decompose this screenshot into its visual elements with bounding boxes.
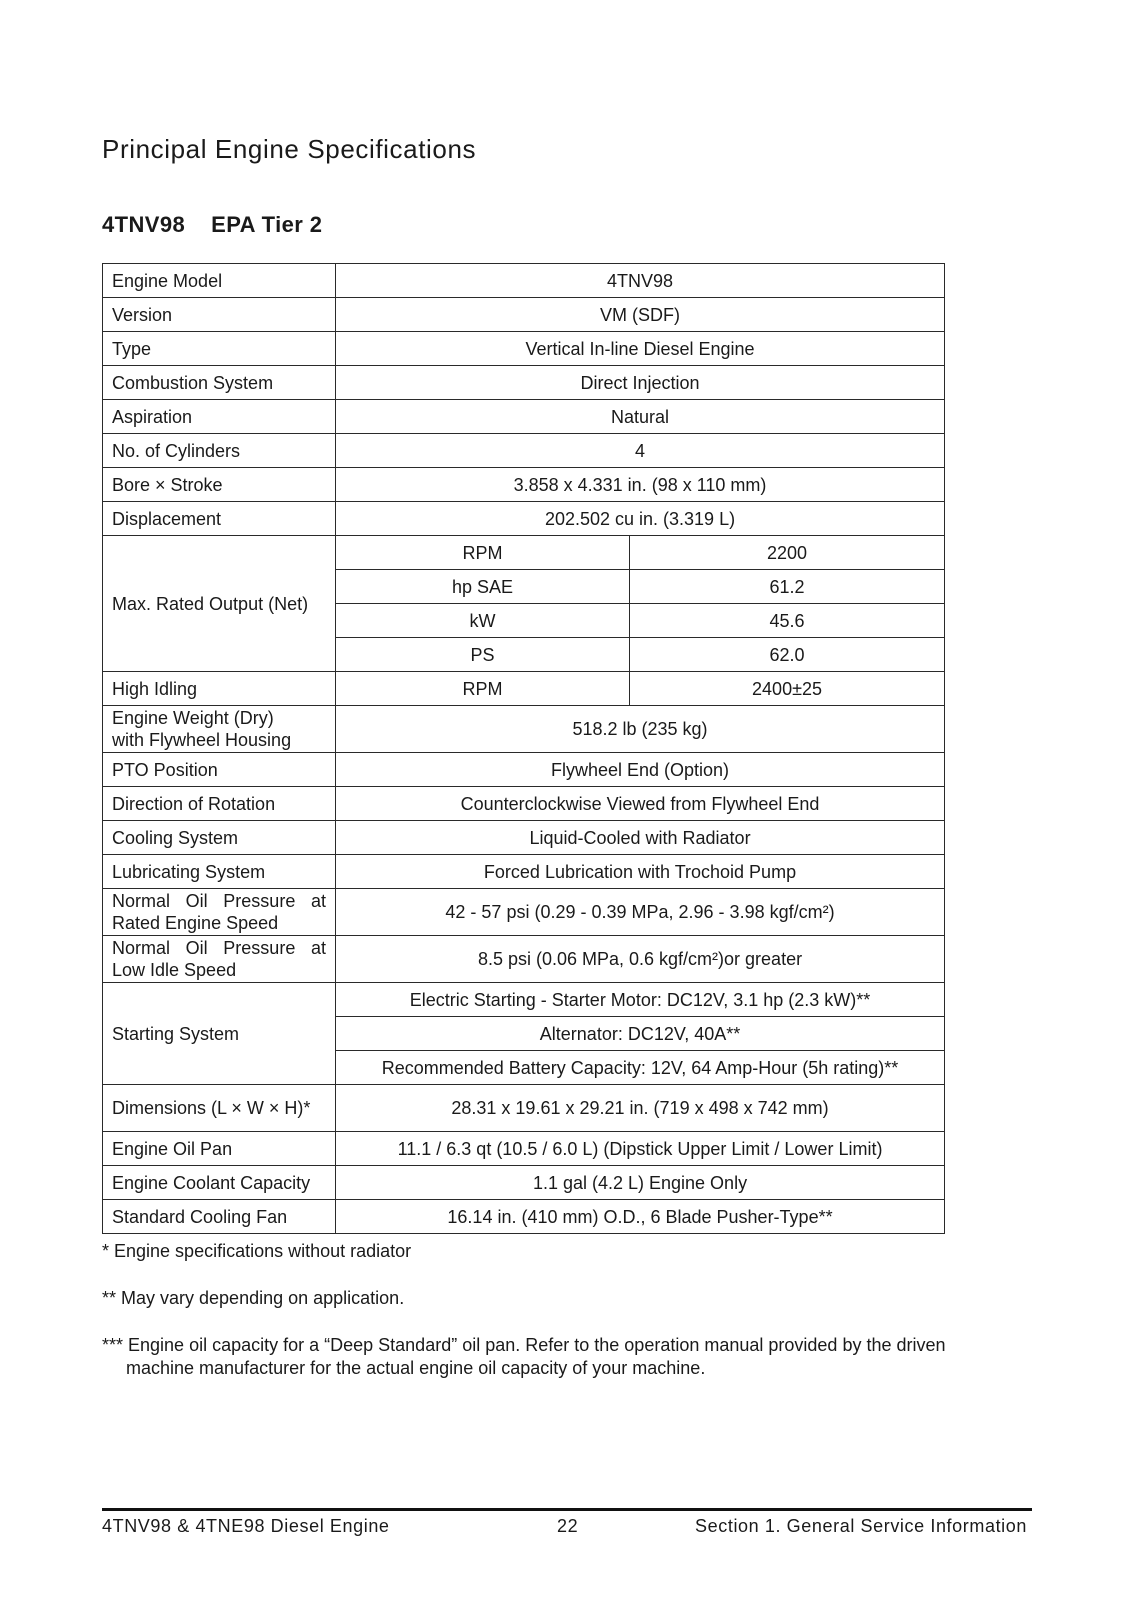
table-row: [103, 332, 945, 366]
spec-value: 1.1 gal (4.2 L) Engine Only: [336, 1166, 945, 1200]
output-value: 2400±25: [630, 672, 945, 706]
output-value: 62.0: [630, 638, 945, 672]
spec-label-line: Normal Oil Pressure at: [112, 891, 326, 911]
table-row: [103, 502, 945, 536]
spec-value: VM (SDF): [336, 298, 945, 332]
spec-label: Starting System: [103, 983, 336, 1085]
table-row: [103, 855, 945, 889]
footer-section-title: Section 1. General Service Information: [695, 1516, 1027, 1536]
footnote: ** May vary depending on application.: [102, 1288, 405, 1308]
spec-label: Version: [103, 298, 336, 332]
spec-value: Electric Starting - Starter Motor: DC12V, 3.1 hp (2.3 kW)**: [336, 983, 945, 1017]
spec-label: Lubricating System: [103, 855, 336, 889]
spec-value: Counterclockwise Viewed from Flywheel End: [336, 787, 945, 821]
page-title: Principal Engine Specifications: [102, 134, 477, 164]
footnotes: [102, 1240, 1002, 1404]
spec-table: [102, 263, 945, 1234]
spec-label: No. of Cylinders: [103, 434, 336, 468]
spec-value: 3.858 x 4.331 in. (98 x 110 mm): [336, 468, 945, 502]
spec-value: 202.502 cu in. (3.319 L): [336, 502, 945, 536]
spec-label: Standard Cooling Fan: [103, 1200, 336, 1234]
table-row: [103, 787, 945, 821]
spec-value: 8.5 psi (0.06 MPa, 0.6 kgf/cm²)or greater: [336, 936, 945, 983]
spec-label: High Idling: [103, 672, 336, 706]
spec-label-line: Low Idle Speed: [112, 960, 237, 980]
spec-value: 16.14 in. (410 mm) O.D., 6 Blade Pusher-Type**: [336, 1200, 945, 1234]
table-row: [103, 936, 945, 983]
table-row: [103, 1085, 945, 1132]
table-row: [103, 983, 945, 1017]
spec-label: Aspiration: [103, 400, 336, 434]
spec-label-line: Rated Engine Speed: [112, 913, 279, 933]
spec-label: Max. Rated Output (Net): [103, 536, 336, 672]
output-value: 61.2: [630, 570, 945, 604]
page-number: 22: [557, 1516, 579, 1536]
spec-label: Engine Oil Pan: [103, 1132, 336, 1166]
output-unit: PS: [336, 638, 630, 672]
footer-document-title: 4TNV98 & 4TNE98 Diesel Engine: [102, 1516, 390, 1536]
table-row: [103, 821, 945, 855]
table-row: [103, 468, 945, 502]
footnote: *** Engine oil capacity for a “Deep Standard” oil pan. Refer to the operation manual provided by the driven machine manufacturer for the actual engine oil capacity of your machine.: [102, 1335, 946, 1378]
spec-value: Forced Lubrication with Trochoid Pump: [336, 855, 945, 889]
spec-label: Combustion System: [103, 366, 336, 400]
spec-value-line: 28.31 x 19.61 x 29.21 in.: [451, 1098, 649, 1118]
output-value: 2200: [630, 536, 945, 570]
table-row: [103, 536, 945, 570]
output-unit: RPM: [336, 536, 630, 570]
spec-value: Natural: [336, 400, 945, 434]
spec-label: [103, 936, 336, 983]
spec-value: 11.1 / 6.3 qt (10.5 / 6.0 L) (Dipstick Upper Limit / Lower Limit): [336, 1132, 945, 1166]
table-row: [103, 366, 945, 400]
spec-value: [336, 1085, 945, 1132]
spec-label: Bore × Stroke: [103, 468, 336, 502]
table-row: [103, 434, 945, 468]
table-row: [103, 1132, 945, 1166]
spec-value: Alternator: DC12V, 40A**: [336, 1017, 945, 1051]
spec-value: 4TNV98: [336, 264, 945, 298]
model-subtitle: 4TNV98 EPA Tier 2: [102, 212, 323, 237]
spec-label: Dimensions (L × W × H)*: [103, 1085, 336, 1132]
spec-label: Engine Model: [103, 264, 336, 298]
table-row: [103, 753, 945, 787]
spec-value: Vertical In-line Diesel Engine: [336, 332, 945, 366]
table-row: [103, 1166, 945, 1200]
spec-value: Recommended Battery Capacity: 12V, 64 Amp-Hour (5h rating)**: [336, 1051, 945, 1085]
spec-label-line: Engine Weight (Dry): [112, 708, 274, 728]
spec-label: [103, 706, 336, 753]
spec-label-line: Normal Oil Pressure at: [112, 938, 326, 958]
spec-label: Type: [103, 332, 336, 366]
spec-value: Direct Injection: [336, 366, 945, 400]
table-row: [103, 298, 945, 332]
spec-label: Displacement: [103, 502, 336, 536]
spec-value: 4: [336, 434, 945, 468]
spec-value: Flywheel End (Option): [336, 753, 945, 787]
output-value: 45.6: [630, 604, 945, 638]
footnote: * Engine specifications without radiator: [102, 1241, 412, 1261]
table-row: [103, 706, 945, 753]
table-row: [103, 400, 945, 434]
table-row: [103, 264, 945, 298]
table-row: [103, 672, 945, 706]
spec-label: [103, 889, 336, 936]
spec-label: PTO Position: [103, 753, 336, 787]
spec-value: Liquid-Cooled with Radiator: [336, 821, 945, 855]
spec-label-line: with Flywheel Housing: [112, 730, 292, 750]
spec-value-line: (719 x 498 x 742 mm): [653, 1098, 829, 1118]
output-unit: RPM: [336, 672, 630, 706]
output-unit: hp SAE: [336, 570, 630, 604]
output-unit: kW: [336, 604, 630, 638]
table-row: [103, 889, 945, 936]
table-row: [103, 1200, 945, 1234]
spec-label: Engine Coolant Capacity: [103, 1166, 336, 1200]
spec-value: 518.2 lb (235 kg): [336, 706, 945, 753]
footer-divider: [102, 1508, 1032, 1511]
spec-value: 42 - 57 psi (0.29 - 0.39 MPa, 2.96 - 3.98 kgf/cm²): [336, 889, 945, 936]
spec-label: Cooling System: [103, 821, 336, 855]
spec-label: Direction of Rotation: [103, 787, 336, 821]
